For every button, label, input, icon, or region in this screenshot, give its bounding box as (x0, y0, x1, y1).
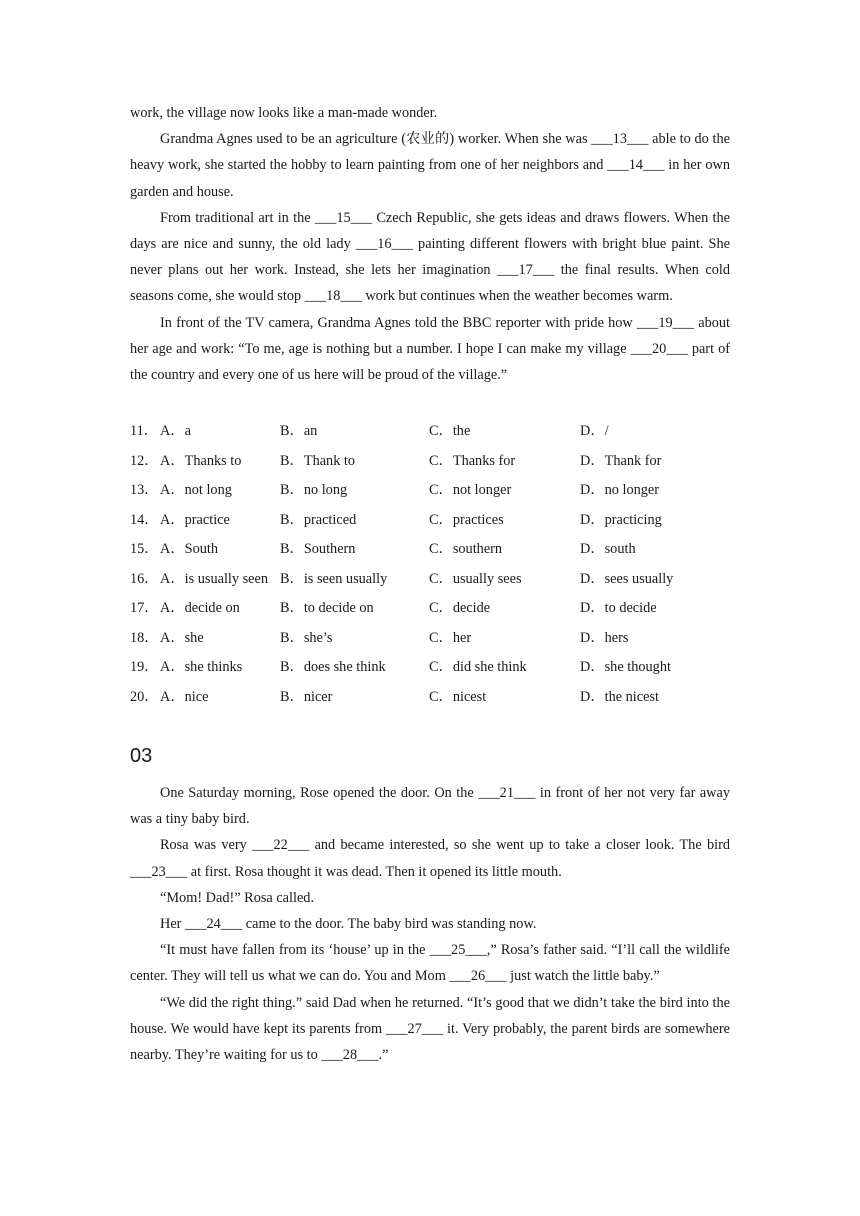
paragraph: “Mom! Dad!” Rosa called. (160, 889, 315, 906)
option-b: B．to decide on (280, 600, 374, 617)
paragraph: work, the village now looks like a man-made wonder. (130, 105, 438, 121)
option-c: C．not longer (429, 482, 512, 499)
paragraph: “It must have fallen from its ‘house’ up in the ___25___,” Rosa’s father said. “I’ll call the wildlife center. They will tell us what we can do. You and Mom ___26___ just watch the little baby.” (130, 942, 730, 985)
option-d: D．Thank for (580, 452, 662, 469)
option-c: C．Thanks for (429, 452, 516, 469)
option-b: B．she’s (280, 629, 333, 646)
question-number: 17． (130, 600, 159, 617)
option-a: A．she (160, 629, 204, 646)
option-b: B．an (280, 423, 318, 439)
option-a: A．nice (160, 688, 209, 705)
option-a: A．Thanks to (160, 452, 242, 469)
option-d: D．/ (580, 423, 609, 439)
paragraph: Grandma Agnes used to be an agriculture (农业的) worker. When she was ___13___ able to do the heavy work, she started the hobby to learn painting from one of her neighbors and ___14___ in her own garden and house. (130, 131, 730, 200)
passage-a (130, 100, 730, 388)
question-number: 15． (130, 541, 159, 558)
paragraph: Her ___24___ came to the door. The baby bird was standing now. (160, 916, 537, 933)
question-number: 12． (130, 452, 159, 469)
option-c: C．nicest (429, 688, 487, 705)
option-c: C．the (429, 423, 471, 439)
option-b: B．Southern (280, 541, 356, 558)
option-d: D．the nicest (580, 688, 660, 705)
section-heading: 03 (130, 745, 153, 767)
paragraph: One Saturday morning, Rose opened the door. On the ___21___ in front of her not very far away was a tiny baby bird. (130, 785, 730, 828)
option-b: B．nicer (280, 688, 333, 705)
option-d: D．to decide (580, 600, 657, 617)
question-row (130, 653, 750, 683)
option-b: B．does she think (280, 659, 386, 676)
question-row (130, 535, 750, 565)
option-d: D．south (580, 541, 636, 558)
question-row (130, 683, 750, 713)
paragraph: Rosa was very ___22___ and became interested, so she went up to take a closer look. The bird ___23___ at first. Rosa thought it was dead. Then it opened its little mouth. (130, 837, 730, 880)
option-d: D．she thought (580, 659, 671, 676)
question-number: 16． (130, 570, 159, 587)
option-b: B．Thank to (280, 452, 356, 469)
option-a: A．practice (160, 511, 230, 528)
question-number: 19． (130, 659, 159, 676)
question-number: 18． (130, 629, 159, 646)
question-number: 11． (130, 423, 159, 439)
question-number: 14． (130, 511, 159, 528)
paragraph: In front of the TV camera, Grandma Agnes told the BBC reporter with pride how ___19___ about her age and work: “To me, age is nothing but a number. I hope I can make my village ___20___ part of the country and every one of us here will be proud of the village.” (130, 314, 730, 384)
paragraph: From traditional art in the ___15___ Czech Republic, she gets ideas and draws flowers. When the days are nice and sunny, the old lady ___16___ painting different flowers with bright blue paint. She never plans out her work. Instead, she lets her imagination ___17___ the final results. When cold seasons come, she would stop ___18___ work but continues when the weather becomes warm. (130, 209, 730, 305)
option-d: D．no longer (580, 482, 660, 499)
option-a: A．decide on (160, 600, 240, 617)
question-row (130, 594, 750, 624)
option-c: C．decide (429, 600, 491, 617)
option-b: B．is seen usually (280, 570, 388, 587)
question-row (130, 417, 750, 447)
option-a: A．not long (160, 482, 232, 499)
option-d: D．practicing (580, 511, 662, 528)
question-row (130, 624, 750, 654)
option-b: B．no long (280, 482, 348, 499)
passage-b (130, 780, 730, 1068)
option-a: A．she thinks (160, 659, 243, 676)
option-c: C．usually sees (429, 570, 522, 587)
question-row (130, 506, 750, 536)
question-row (130, 565, 750, 595)
question-number: 20． (130, 688, 159, 705)
option-a: A．South (160, 541, 218, 558)
answer-options (130, 417, 750, 712)
question-number: 13． (130, 482, 159, 499)
question-row (130, 447, 750, 477)
option-c: C．southern (429, 541, 503, 558)
question-row (130, 476, 750, 506)
option-a: A．is usually seen (160, 570, 269, 587)
paragraph: “We did the right thing.” said Dad when he returned. “It’s good that we didn’t take the bird into the house. We would have kept its parents from ___27___ it. Very probably, the parent birds are somewhere nearby. They’re waiting for us to ___28___.” (130, 994, 730, 1064)
option-a: A．a (160, 423, 191, 439)
option-d: D．hers (580, 629, 629, 646)
option-c: C．her (429, 629, 472, 646)
option-b: B．practiced (280, 511, 357, 528)
option-c: C．practices (429, 511, 504, 528)
option-c: C．did she think (429, 659, 527, 676)
option-d: D．sees usually (580, 570, 674, 587)
